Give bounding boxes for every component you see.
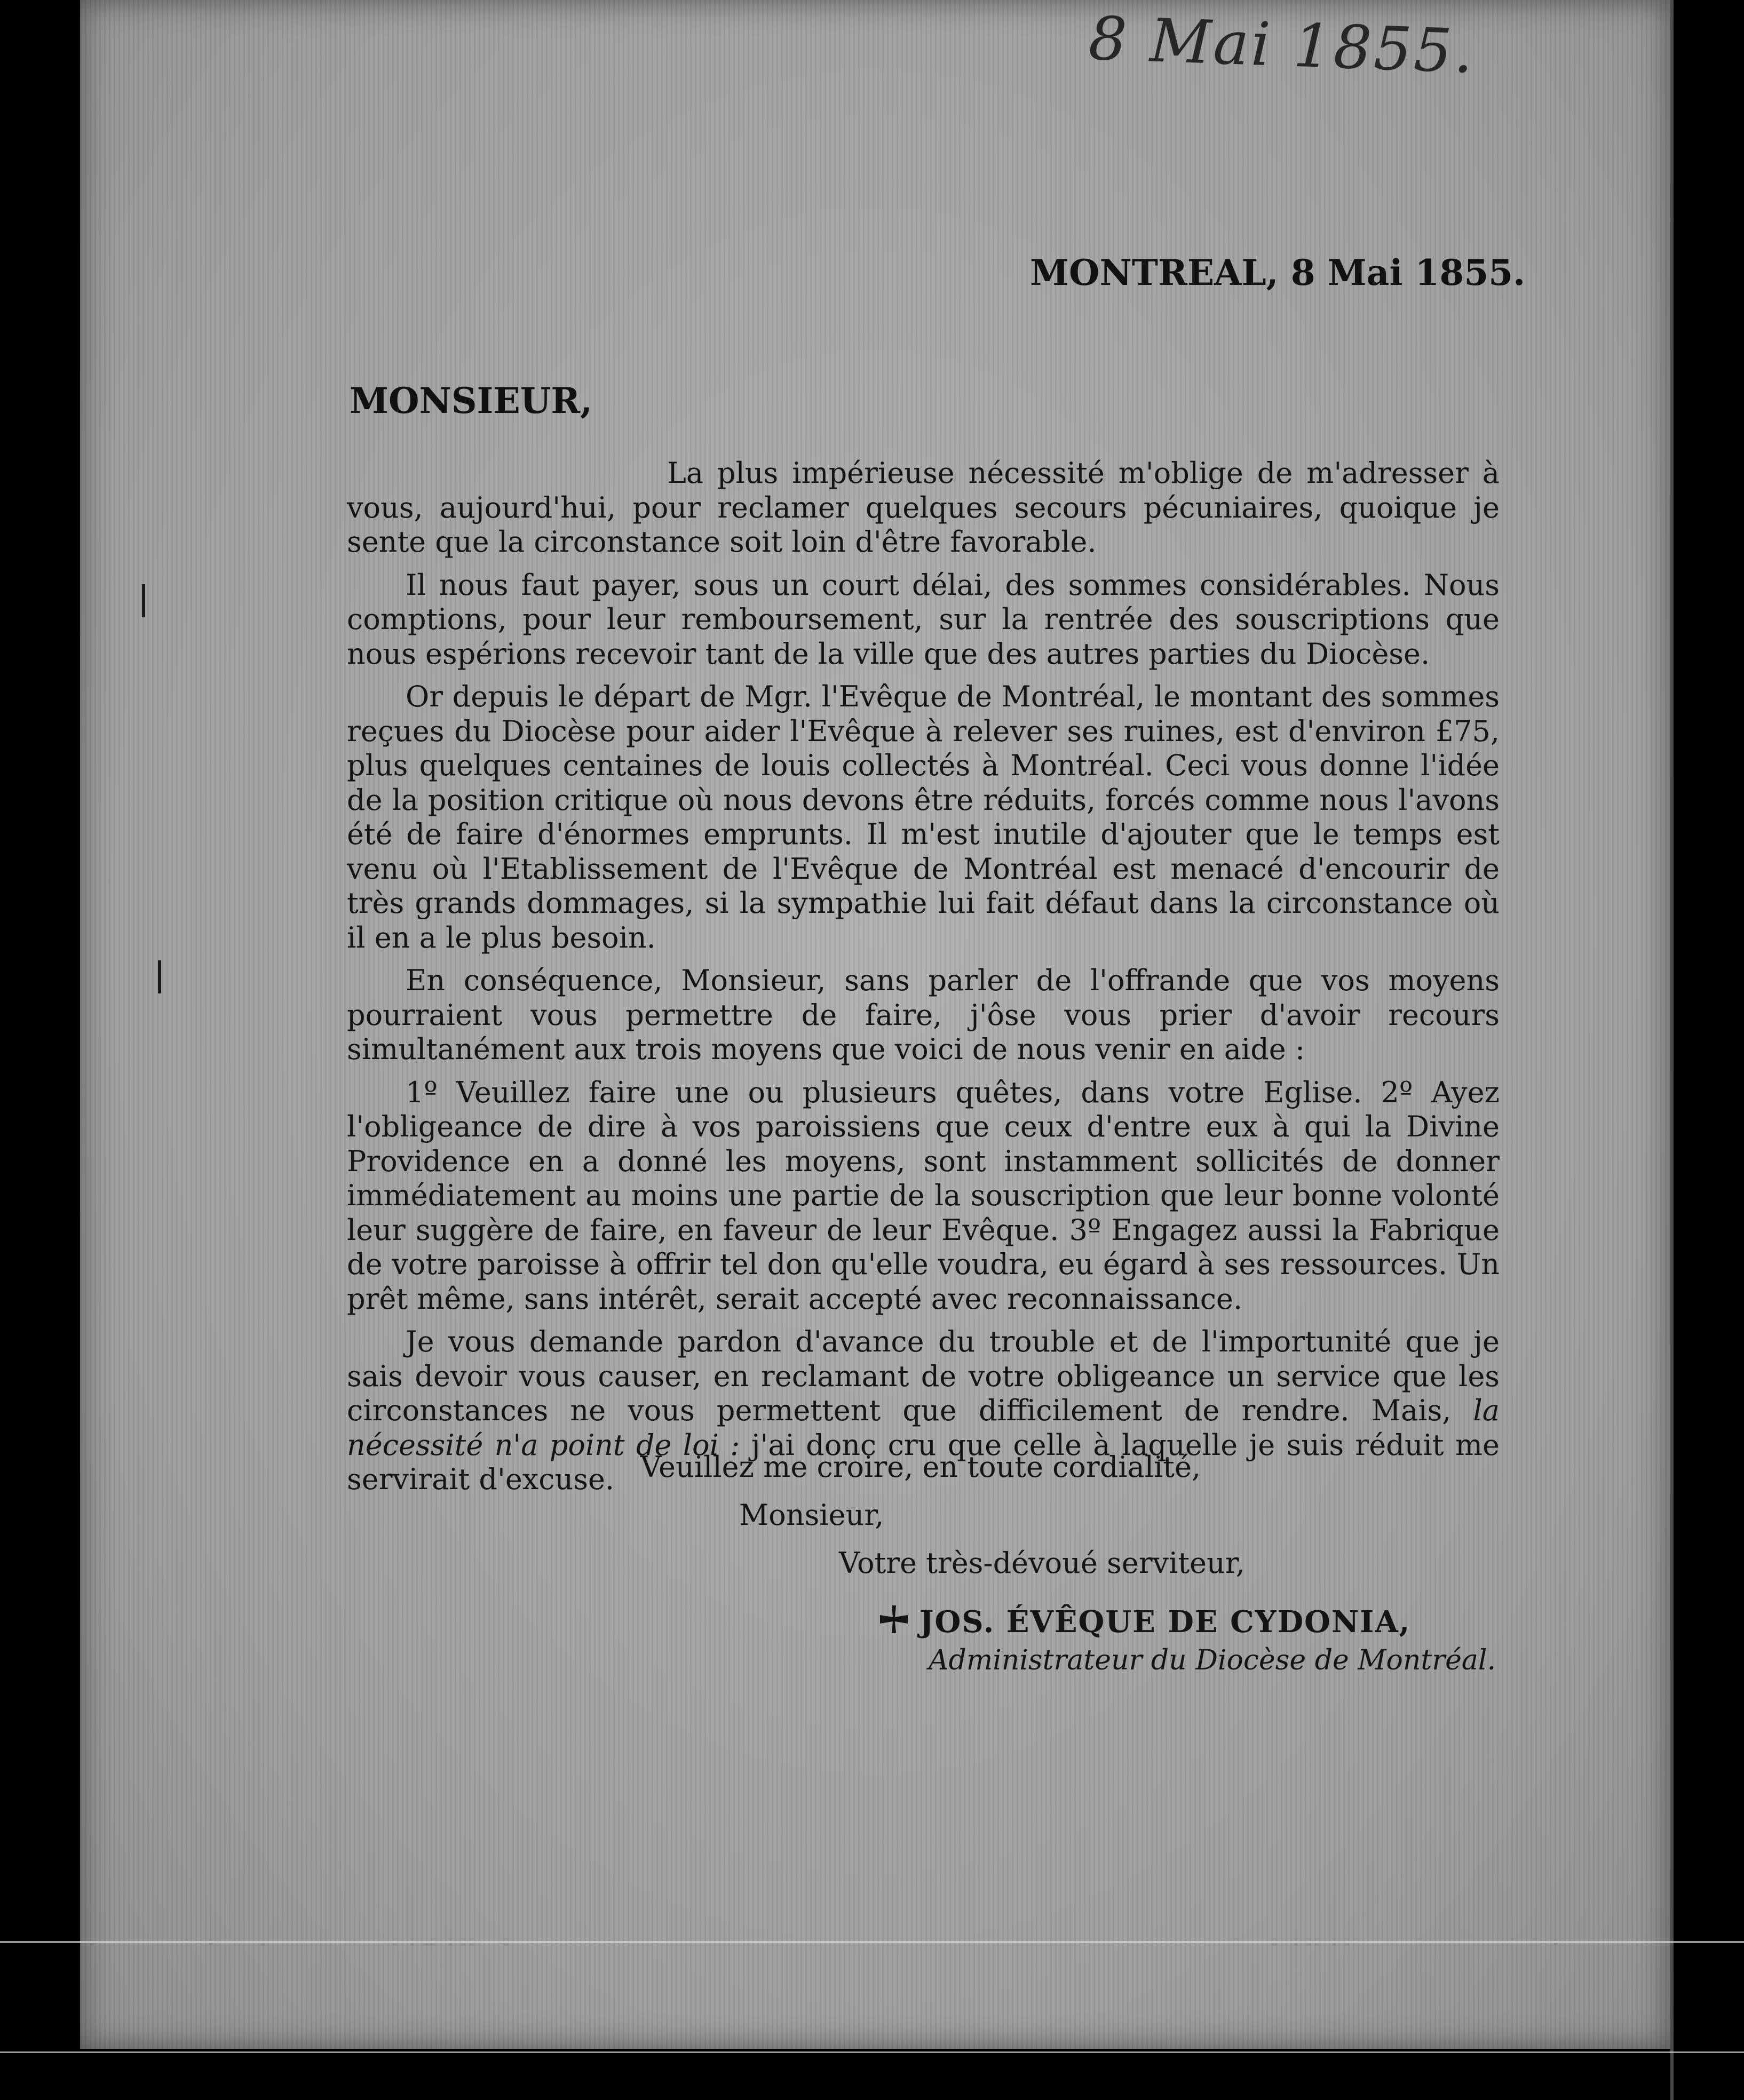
paragraph: Or depuis le départ de Mgr. l'Evêque de Montréal, le montant des sommes reçues du Diocèse pour aider l'Evêque à relever ses ruines, est d'environ £75, plus quelques centaines de louis collectés à Montréal. Ceci vous donne l'idée de la position critique où nous devons être réduits, forcés comme nous l'avons été de faire d'énormes emprunts. Il m'est inutile d'ajouter que le temps est venu où l'Etablissement de l'Evêque de Montréal est menacé d'encourir de très grands dommages, si la sympathie lui fait défaut dans la circonstance où il en a le plus besoin. [347,680,1500,954]
paragraph-text: j'ai donc cru que celle à laquelle je suis réduit me servirait d'excuse. [347,1428,1500,1496]
closing-line: Votre très-dévoué serviteur, [839,1546,1245,1580]
paragraph: 1º Veuillez faire une ou plusieurs quêtes, dans votre Eglise. 2º Ayez l'obligeance de dire à vos paroissiens que ceux d'entre eux à qui la Divine Providence en a donné les moyens, sont instamment sollicités de donner immédiatement au moins une partie de la souscription que leur bonne volonté leur suggère de faire, en faveur de leur Evêque. 3º Engagez aussi la Fabrique de votre paroisse à offrir tel don qu'elle voudra, eu égard à ses ressources. Un prêt même, sans intérêt, serait accepté avec reconnaissance. [347,1075,1500,1316]
film-scan-line [0,2051,1744,2053]
paragraph: Il nous faut payer, sous un court délai, des sommes considérables. Nous comptions, pour leur remboursement, sur la rentrée des souscriptions que nous espérions recevoir tant de la ville que des autres parties du Diocèse. [347,568,1500,671]
signature-title: Administrateur du Diocèse de Montréal. [929,1644,1496,1676]
handwritten-date: 8 Mai 1855. [1087,4,1477,87]
film-frame-edge [1670,0,1674,2100]
salutation: MONSIEUR, [350,380,593,421]
film-scan-line [0,1941,1744,1943]
closing-line: Monsieur, [739,1498,884,1532]
closing-line: Veuillez me croire, en toute cordialité, [640,1450,1201,1484]
dateline: MONTREAL, 8 Mai 1855. [1030,252,1526,293]
paragraph-text: Je vous demande pardon d'avance du trouble et de l'importunité que je sais devoir vous causer, en reclamant de votre obligeance un service que les circonstances ne vous permettent que difficilement de rendre. Mais, [347,1325,1500,1427]
maxim-italic: la nécessité n'a point de loi : [347,1394,1500,1462]
paragraph: En conséquence, Monsieur, sans parler de l'offrande que vos moyens pourraient vous permettre de faire, j'ôse vous prier d'avoir recours simultanément aux trois moyens que voici de nous venir en aide : [347,964,1500,1066]
signature-name: JOS. ÉVÊQUE DE CYDONIA, [919,1604,1411,1640]
maltese-cross-icon [878,1603,910,1635]
margin-mark [158,960,161,993]
signature [878,1603,1410,1640]
paragraph: La plus impérieuse nécessité m'oblige de m'adresser à vous, aujourd'hui, pour reclamer quelques secours pécuniaires, quoique je sente que la circonstance soit loin d'être favorable. [347,456,1500,559]
margin-mark [142,584,145,617]
letter-body [347,456,1500,1506]
